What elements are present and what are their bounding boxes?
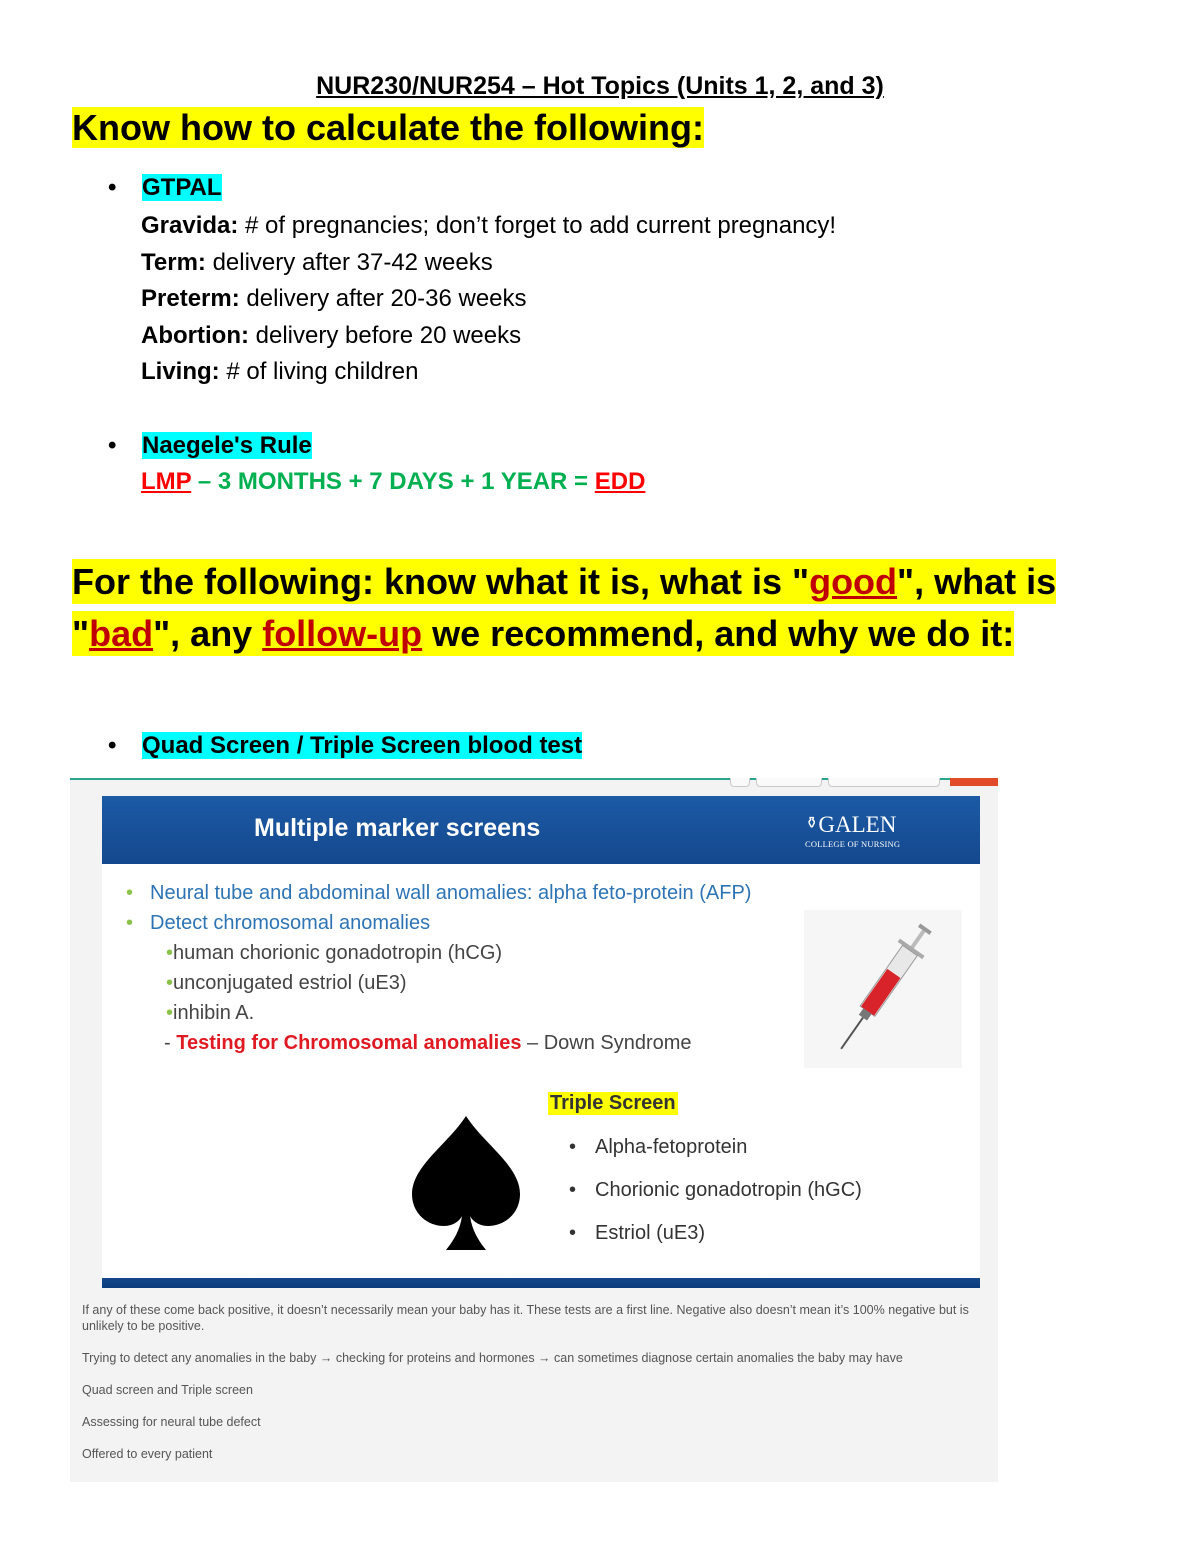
naegele-formula bbox=[141, 468, 645, 496]
gtpal-line-term: Term: delivery after 37-42 weeks bbox=[141, 248, 493, 276]
slide-sub-ue3: •unconjugated estriol (uE3) bbox=[166, 972, 407, 994]
triple-item: • Alpha-fetoprotein bbox=[569, 1136, 748, 1158]
screenshot-tab bbox=[730, 778, 750, 787]
slide-sub-hcg: •human chorionic gonadotropin (hCG) bbox=[166, 942, 503, 964]
spade-icon bbox=[408, 1114, 524, 1254]
word-good: good bbox=[809, 561, 898, 602]
document-title: NUR230/NUR254 – Hot Topics (Units 1, 2, and 3) bbox=[316, 72, 884, 100]
speaker-note-3: Quad screen and Triple screen bbox=[82, 1383, 253, 1397]
slide-testing-line: - Testing for Chromosomal anomalies – Down Syndrome bbox=[164, 1032, 692, 1054]
formula-middle: – 3 MONTHS + 7 DAYS + 1 YEAR = bbox=[191, 468, 595, 495]
bullet-naegele-label: Naegele's Rule bbox=[142, 432, 312, 459]
gtpal-line-abortion: Abortion: delivery before 20 weeks bbox=[141, 321, 522, 349]
gtpal-line-gravida: Gravida: # of pregnancies; don’t forget to add current pregnancy! bbox=[141, 212, 837, 239]
bullet-dot-icon: • bbox=[126, 882, 134, 904]
screenshot-red-tab bbox=[950, 778, 998, 786]
syringe-icon bbox=[804, 910, 962, 1068]
speaker-note-4: Assessing for neural tube defect bbox=[82, 1415, 261, 1429]
slide-title: Multiple marker screens bbox=[254, 814, 541, 842]
speaker-note-5: Offered to every patient bbox=[82, 1447, 213, 1461]
bullet-naegele bbox=[108, 432, 312, 460]
gtpal-definitions bbox=[141, 208, 836, 391]
formula-lmp: LMP bbox=[141, 468, 192, 495]
bullet-quad-screen-label: Quad Screen / Triple Screen blood test bbox=[142, 732, 583, 759]
bullet-dot-icon: • bbox=[569, 1179, 577, 1201]
formula-edd: EDD bbox=[594, 468, 646, 495]
heading-following bbox=[72, 556, 1132, 660]
bullet-gtpal bbox=[108, 174, 222, 202]
slide-screenshot bbox=[70, 778, 998, 1482]
heading-calculate-text: Know how to calculate the following: bbox=[72, 107, 704, 148]
slide-header bbox=[102, 796, 980, 864]
triple-item: • Estriol (uE3) bbox=[569, 1222, 706, 1244]
bullet-dot-icon: • bbox=[108, 732, 117, 759]
slide-bullet-neural-tube: • Neural tube and abdominal wall anomalies: alpha feto-protein (AFP) bbox=[126, 882, 752, 904]
triple-item: • Chorionic gonadotropin (hGC) bbox=[569, 1179, 862, 1201]
heading-calculate bbox=[72, 106, 704, 150]
gtpal-line-living: Living: # of living children bbox=[141, 358, 419, 386]
bullet-dot-icon: • bbox=[126, 912, 134, 934]
heading-following-text: For the following: know what it is, what is "good", what is "bad", any follow-up we recommend, and why we do it: bbox=[72, 561, 1057, 654]
bullet-dot-icon: • bbox=[166, 972, 174, 994]
slide bbox=[102, 796, 980, 1288]
bullet-dot-icon: • bbox=[108, 174, 117, 201]
slide-bullet-chromosomal: • Detect chromosomal anomalies bbox=[126, 912, 431, 934]
word-follow-up: follow-up bbox=[262, 613, 423, 654]
speaker-note-1: If any of these come back positive, it doesn’t necessarily mean your baby has it. These tests are a first line. Negative also doesn’t mean it’s 100% negative but is unlikely to be positive. bbox=[82, 1303, 969, 1333]
bullet-dot-icon: • bbox=[166, 1002, 174, 1024]
galen-logo: ⚱GALEN COLLEGE OF NURSING bbox=[805, 812, 901, 849]
lamp-icon: ⚱ bbox=[805, 815, 819, 832]
bullet-gtpal-label: GTPAL bbox=[142, 174, 222, 201]
bullet-quad-screen bbox=[108, 732, 582, 760]
bullet-dot-icon: • bbox=[569, 1222, 577, 1244]
bullet-dot-icon: • bbox=[166, 942, 174, 964]
word-bad: bad bbox=[89, 613, 154, 654]
gtpal-line-preterm: Preterm: delivery after 20-36 weeks bbox=[141, 285, 527, 313]
slide-sub-inhibin: •inhibin A. bbox=[166, 1002, 255, 1024]
triple-screen-title: Triple Screen bbox=[550, 1092, 676, 1114]
screenshot-tab bbox=[756, 778, 822, 787]
bullet-dot-icon: • bbox=[569, 1136, 577, 1158]
bullet-dot-icon: • bbox=[108, 432, 117, 459]
syringe-image bbox=[804, 910, 962, 1068]
screenshot-tab bbox=[828, 778, 940, 787]
slide-footer-bar bbox=[102, 1278, 980, 1288]
speaker-note-2: Trying to detect any anomalies in the baby → checking for proteins and hormones → can sometimes diagnose certain anomalies the baby may have bbox=[82, 1351, 903, 1365]
